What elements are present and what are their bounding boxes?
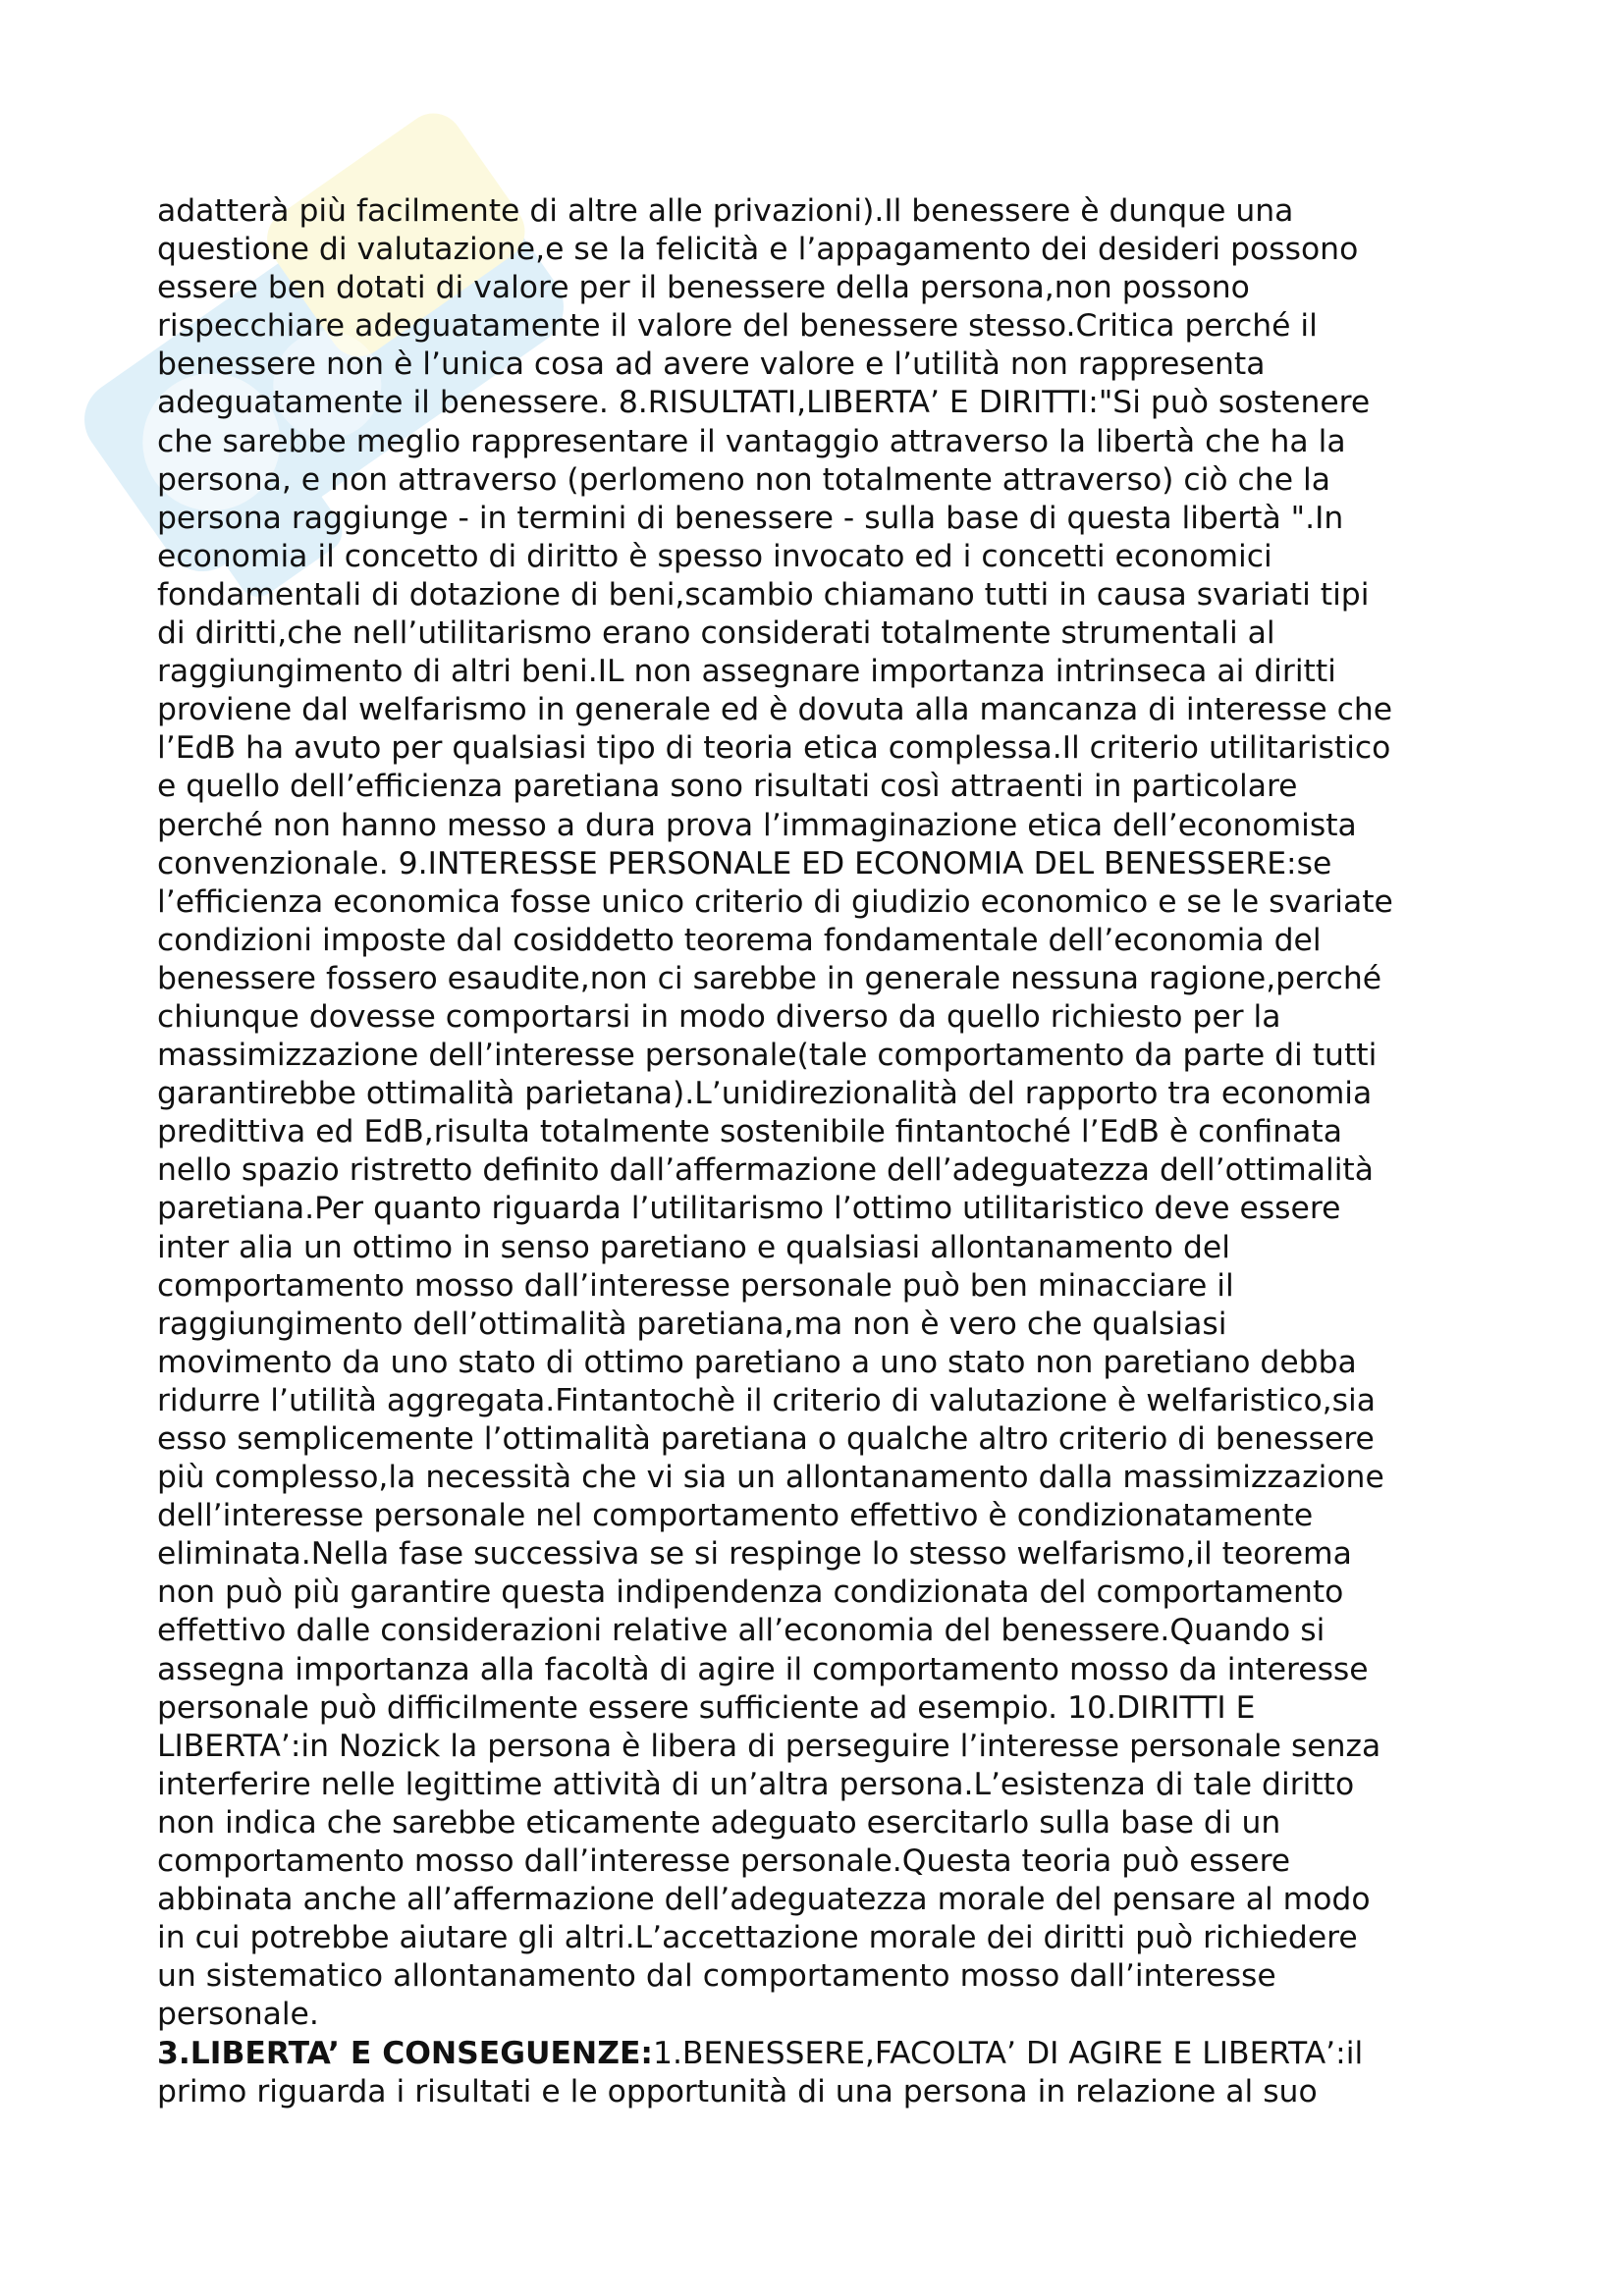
text-line: assegna importanza alla facoltà di agire il comportamento mosso da interesse [157, 1651, 1369, 1687]
text-line: esso semplicemente l’ottimalità paretiana o qualche altro criterio di benessere [157, 1421, 1375, 1457]
text-line: inter alia un ottimo in senso paretiano e qualsiasi allontanamento del [157, 1229, 1230, 1265]
section-heading-line [157, 2035, 1492, 2073]
text-line: in cui potrebbe aiutare gli altri.L’accettazione morale dei diritti può richiedere [157, 1920, 1358, 1956]
text-line: benessere non è l’unica cosa ad avere valore e l’utilità non rappresenta [157, 347, 1266, 383]
text-line: questione di valutazione,e se la felicità e l’appagamento dei desideri possono [157, 232, 1359, 268]
text-line: comportamento mosso dall’interesse personale può ben minacciare il [157, 1267, 1234, 1304]
text-line: adeguatamente il benessere. 8.RISULTATI,LIBERTA’ E DIRITTI:"Si può sostenere [157, 385, 1371, 421]
text-line: effettivo dalle considerazioni relative all’economia del benessere.Quando si [157, 1613, 1325, 1649]
text-line: eliminata.Nella fase successiva se si respinge lo stesso welfarismo,il teorema [157, 1536, 1352, 1573]
text-line: economia il concetto di diritto è spesso invocato ed i concetti economici [157, 538, 1272, 574]
text-line: un sistematico allontanamento dal comportamento mosso dall’interesse [157, 1958, 1276, 1995]
text-line: comportamento mosso dall’interesse personale.Questa teoria può essere [157, 1843, 1291, 1880]
text-line: abbinata anche all’affermazione dell’adeguatezza morale del pensare al modo [157, 1882, 1371, 1918]
text-line: perché non hanno messo a dura prova l’immaginazione etica dell’economista [157, 807, 1357, 843]
text-line: benessere fossero esaudite,non ci sarebbe in generale nessuna ragione,perché [157, 960, 1382, 996]
text-line: chiunque dovesse comportarsi in modo diverso da quello richiesto per la [157, 998, 1281, 1035]
text-line: essere ben dotati di valore per il benessere della persona,non possono [157, 270, 1250, 306]
text-line: garantirebbe ottimalità parietana).L’unidirezionalità del rapporto tra economia [157, 1076, 1373, 1112]
text-line: non può più garantire questa indipendenza condizionata del comportamento [157, 1575, 1344, 1611]
text-line: massimizzazione dell’interesse personale(tale comportamento da parte di tutti [157, 1038, 1378, 1074]
body-text [157, 192, 1492, 2111]
text-line: più complesso,la necessità che vi sia un allontanamento dalla massimizzazione [157, 1460, 1384, 1496]
text-line: paretiana.Per quanto riguarda l’utilitarismo l’ottimo utilitaristico deve essere [157, 1191, 1341, 1227]
text-line: di diritti,che nell’utilitarismo erano considerati totalmente strumentali al [157, 615, 1275, 652]
text-line: rispecchiare adeguatamente il valore del benessere stesso.Critica perché il [157, 308, 1318, 345]
text-line: convenzionale. 9.INTERESSE PERSONALE ED ECONOMIA DEL BENESSERE:se [157, 845, 1332, 881]
text-line: ridurre l’utilità aggregata.Fintantochè il criterio di valutazione è welfaristico,sia [157, 1382, 1376, 1418]
text-line: adatterà più facilmente di altre alle privazioni).Il benessere è dunque una [157, 193, 1294, 229]
section-heading: 3.LIBERTA’ E CONSEGUENZE: [157, 2035, 653, 2071]
subsection-title: 1.BENESSERE,FACOLTA’ DI AGIRE E LIBERTA’:il [652, 2035, 1364, 2071]
text-line: persona raggiunge - in termini di benessere - sulla base di questa libertà ".In [157, 500, 1344, 536]
text-line: e quello dell’efficienza paretiana sono risultati così attraenti in particolare [157, 769, 1298, 805]
text-line: predittiva ed EdB,risulta totalmente sostenibile fintantoché l’EdB è confinata [157, 1114, 1342, 1150]
text-line: personale può difficilmente essere sufficiente ad esempio. 10.DIRITTI E [157, 1689, 1256, 1726]
text-line: condizioni imposte dal cosiddetto teorema fondamentale dell’economia del [157, 922, 1322, 958]
text-line: proviene dal welfarismo in generale ed è dovuta alla mancanza di interesse che [157, 692, 1393, 728]
text-line: non indica che sarebbe eticamente adeguato esercitarlo sulla base di un [157, 1804, 1281, 1841]
text-line: l’EdB ha avuto per qualsiasi tipo di teoria etica complessa.Il criterio utilitaristico [157, 730, 1391, 767]
text-line: persona, e non attraverso (perlomeno non totalmente attraverso) ciò che la [157, 461, 1330, 498]
text-line: personale. [157, 1997, 319, 2033]
text-line: che sarebbe meglio rappresentare il vantaggio attraverso la libertà che ha la [157, 423, 1346, 459]
text-line: raggiungimento di altri beni.IL non assegnare importanza intrinseca ai diritti [157, 654, 1336, 690]
text-line: movimento da uno stato di ottimo paretiano a uno stato non paretiano debba [157, 1344, 1357, 1380]
text-line: fondamentali di dotazione di beni,scambio chiamano tutti in causa svariati tipi [157, 576, 1370, 613]
text-line: raggiungimento dell’ottimalità paretiana,ma non è vero che qualsiasi [157, 1306, 1227, 1342]
text-line: nello spazio ristretto definito dall’affermazione dell’adeguatezza dell’ottimalità [157, 1152, 1374, 1189]
text-line: dell’interesse personale nel comportamento effettivo è condizionatamente [157, 1498, 1314, 1534]
text-line: interferire nelle legittime attività di un’altra persona.L’esistenza di tale diritto [157, 1766, 1355, 1802]
text-line: LIBERTA’:in Nozick la persona è libera di perseguire l’interesse personale senza [157, 1728, 1381, 1764]
text-line: primo riguarda i risultati e le opportunità di una persona in relazione al suo [157, 2073, 1318, 2109]
text-line: l’efficienza economica fosse unico criterio di giudizio economico e se le svariate [157, 883, 1393, 920]
